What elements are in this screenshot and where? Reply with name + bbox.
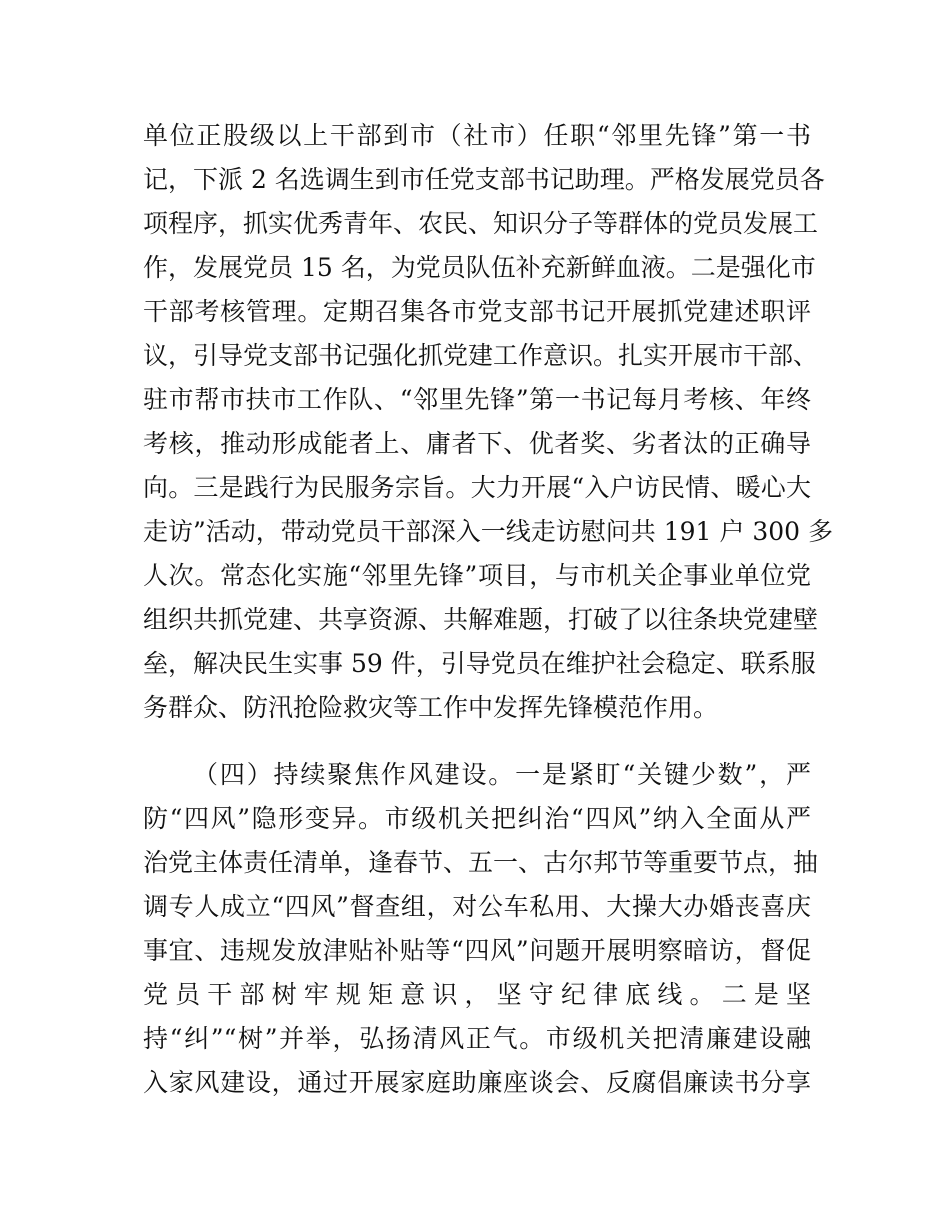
text-line-1: 单位正股级以上干部到市（社市）任职“邻里先锋”第一书: [143, 121, 811, 150]
text-line-16: 防“四风”隐形变异。市级机关把纠治“四风”纳入全面从严: [143, 804, 811, 833]
text-line-18: 调专人成立“四风”督查组，对公车私用、大操大办婚丧喜庆: [143, 892, 811, 921]
text-line-17: 治党主体责任清单，逢春节、五一、古尔邦节等重要节点，抽: [143, 848, 819, 877]
text-line-7: 驻市帮市扶市工作队、“邻里先锋”第一书记每月考核、年终: [143, 385, 811, 414]
text-line-14: 务群众、防汛抢险救灾等工作中发挥先锋模范作用。: [143, 693, 719, 722]
text-line-11: 人次。常态化实施“邻里先锋”项目，与市机关企事业单位党: [143, 561, 811, 590]
text-line-22: 入家风建设，通过开展家庭助廉座谈会、反腐倡廉读书分享: [143, 1068, 811, 1097]
text-line-2: 记，下派 2 名选调生到市任党支部书记助理。严格发展党员各: [143, 165, 825, 194]
text-line-19: 事宜、违规发放津贴补贴等“四风”问题开展明察暗访，督促: [143, 936, 811, 965]
text-line-8: 考核，推动形成能者上、庸者下、优者奖、劣者汰的正确导: [143, 429, 811, 458]
text-line-9: 向。三是践行为民服务宗旨。大力开展“入户访民情、暖心大: [143, 473, 811, 502]
section-heading-line: （四）持续聚焦作风建设。一是紧盯“关键少数”，严: [193, 760, 811, 789]
text-line-12: 组织共抓党建、共享资源、共解难题，打破了以往条块党建壁: [143, 605, 819, 634]
text-line-6: 议，引导党支部书记强化抓党建工作意识。扎实开展市干部、: [143, 341, 819, 370]
text-line-20: 党员干部树牢规矩意识，坚守纪律底线。二是坚: [143, 980, 811, 1009]
text-line-4: 作，发展党员 15 名，为党员队伍补充新鲜血液。二是强化市: [143, 253, 816, 282]
text-line-13: 垒，解决民生实事 59 件，引导党员在维护社会稳定、联系服: [143, 649, 816, 678]
text-line-21: 持“纠”“树”并举，弘扬清风正气。市级机关把清廉建设融: [143, 1024, 811, 1053]
text-line-10: 走访”活动，带动党员干部深入一线走访慰问共 191 户 300 多: [143, 517, 834, 546]
text-line-5: 干部考核管理。定期召集各市党支部书记开展抓党建述职评: [143, 297, 811, 326]
text-line-3: 项程序，抓实优秀青年、农民、知识分子等群体的党员发展工: [143, 209, 819, 238]
